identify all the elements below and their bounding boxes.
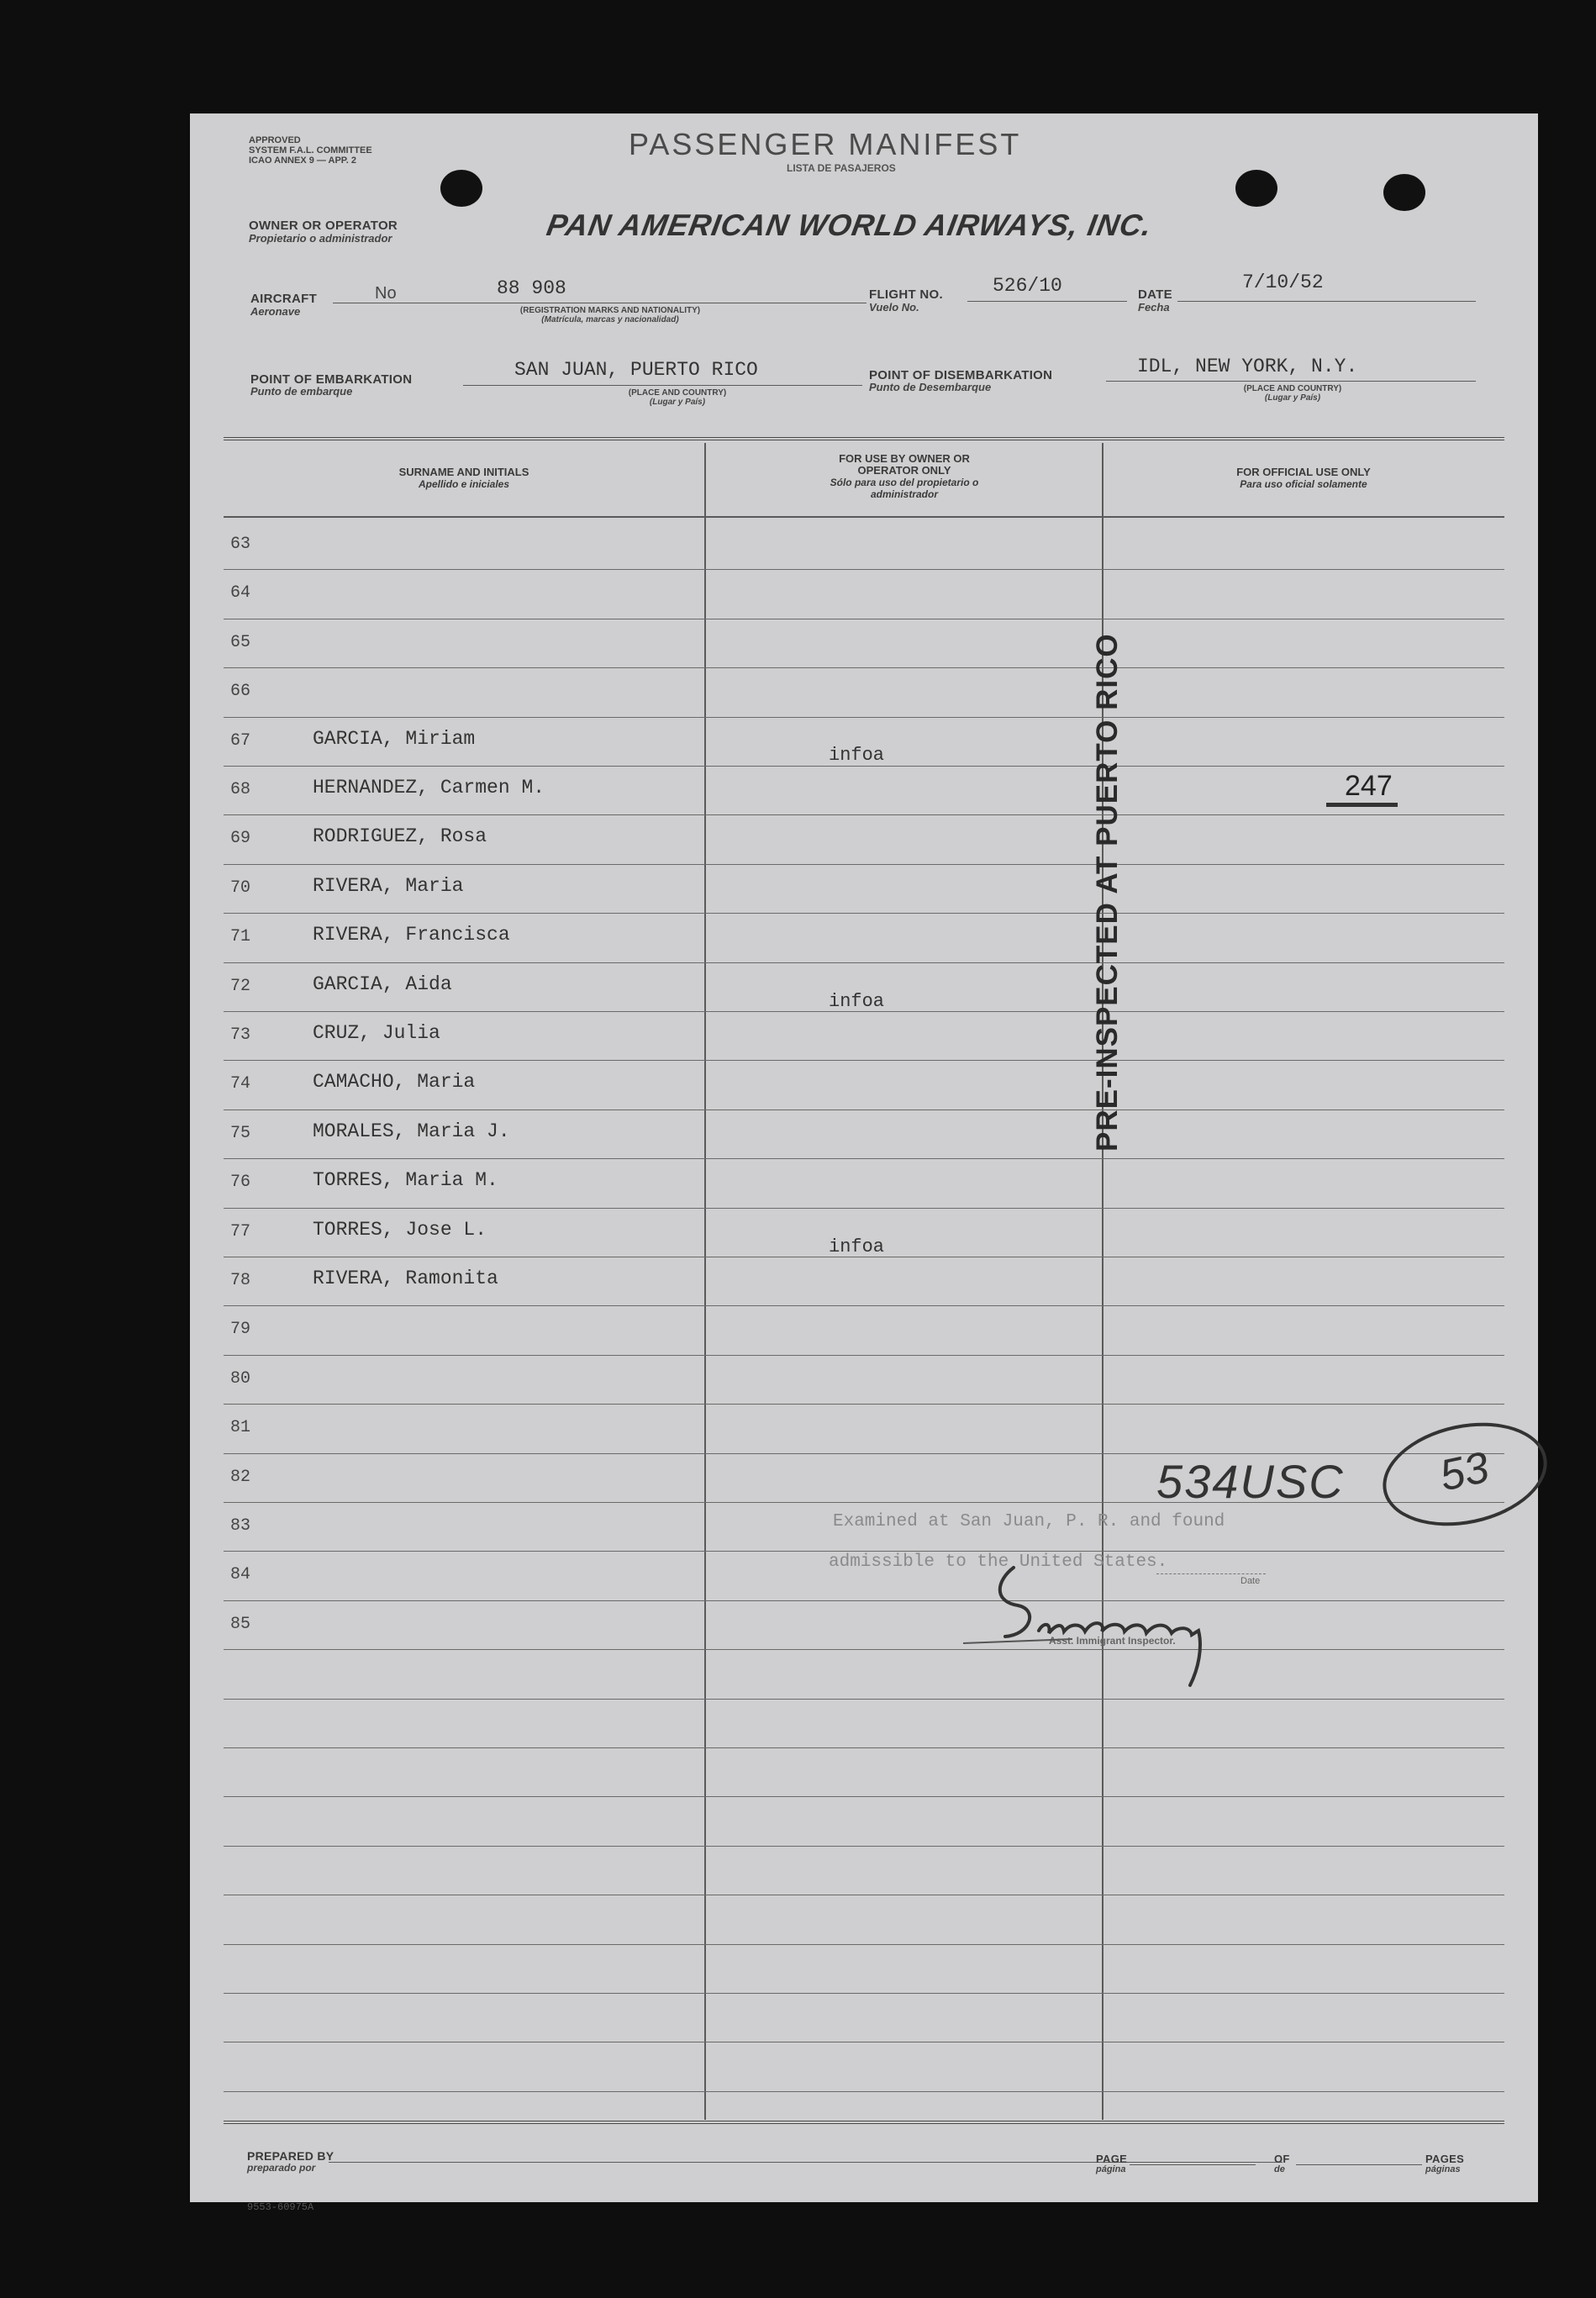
row-number: 77 [230, 1221, 251, 1241]
exam-stamp-line2: admissible to the United States. [829, 1552, 1168, 1572]
column-divider-1 [704, 443, 706, 2120]
aircraft-label-es: Aeronave [250, 305, 301, 318]
punch-hole [1235, 170, 1277, 207]
handwritten-circled: 53 [1373, 1409, 1556, 1541]
embark-sub: (PLACE AND COUNTRY) (Lugar y País) [628, 388, 727, 407]
disembark-value: IDL, NEW YORK, N.Y. [1137, 356, 1358, 377]
row-number: 63 [230, 535, 251, 554]
row-rule [224, 1944, 1504, 1945]
pre-inspected-stamp: PRE-INSPECTED AT PUERTO RICO [1091, 633, 1124, 1152]
passenger-name: GARCIA, Aida [313, 972, 452, 995]
embark-underline [463, 385, 862, 386]
row-number: 81 [230, 1418, 251, 1438]
owner-value: PAN AMERICAN WORLD AIRWAYS, INC. [544, 208, 1156, 242]
table-header-rule [224, 516, 1504, 518]
row-rule [224, 2091, 1504, 2092]
punch-hole [440, 170, 482, 207]
form-code: 9553-60975A [247, 2201, 314, 2213]
aircraft-sub: (REGISTRATION MARKS AND NATIONALITY) (Matrícula, marcas y nacionalidad) [519, 306, 701, 324]
row-rule [224, 1699, 1504, 1700]
date-label: DATE [1138, 287, 1172, 302]
aircraft-no-mark: No [375, 284, 397, 303]
row-rule [224, 667, 1504, 668]
row-number: 83 [230, 1516, 251, 1536]
passenger-name: HERNANDEZ, Carmen M. [313, 777, 545, 799]
row-number: 69 [230, 829, 251, 849]
passenger-name: RIVERA, Ramonita [313, 1268, 498, 1289]
disembark-label-es: Punto de Desembarque [869, 381, 992, 393]
official-number: 247 [1326, 770, 1398, 807]
owner-note: infoa [829, 1236, 885, 1257]
prepared-label: PREPARED BY [247, 2149, 334, 2163]
row-number: 73 [230, 1025, 251, 1045]
page-label: PAGE [1096, 2153, 1128, 2165]
row-number: 64 [230, 583, 251, 603]
row-number: 75 [230, 1123, 251, 1143]
row-rule [224, 1158, 1504, 1159]
disembark-sub: (PLACE AND COUNTRY) (Lugar y País) [1243, 384, 1342, 403]
row-number: 85 [230, 1614, 251, 1634]
row-number: 72 [230, 976, 251, 996]
of-label-es: de [1274, 2164, 1285, 2174]
row-number: 71 [230, 927, 251, 947]
row-rule [224, 717, 1504, 718]
column-header-owner-use: FOR USE BY OWNER OR OPERATOR ONLY Sólo para uso del propietario o administrador [830, 452, 979, 500]
row-number: 68 [230, 780, 251, 799]
row-rule [224, 814, 1504, 815]
row-number: 65 [230, 632, 251, 652]
passenger-name: TORRES, Maria M. [313, 1169, 498, 1192]
row-rule [224, 1993, 1504, 1994]
row-rule [224, 1060, 1504, 1061]
row-number: 66 [230, 682, 251, 702]
aircraft-value: 88 908 [497, 277, 566, 299]
row-rule [224, 1649, 1504, 1650]
of-line [1296, 2164, 1422, 2165]
row-rule [224, 1846, 1504, 1847]
row-rule [224, 1600, 1504, 1601]
date-underline [1177, 301, 1476, 302]
row-number: 78 [230, 1271, 251, 1290]
row-number: 67 [230, 730, 251, 751]
row-rule [224, 766, 1504, 767]
passenger-name: MORALES, Maria J. [313, 1120, 510, 1142]
row-rule [224, 913, 1504, 914]
row-rule [224, 569, 1504, 570]
row-number: 84 [230, 1565, 251, 1585]
passenger-name: GARCIA, Miriam [313, 727, 476, 750]
owner-label: OWNER OR OPERATOR [249, 219, 398, 233]
flight-label: FLIGHT NO. [869, 287, 943, 302]
row-rule [224, 864, 1504, 865]
embark-label-es: Punto de embarque [250, 385, 353, 398]
row-number: 79 [230, 1320, 251, 1340]
row-rule [224, 1305, 1504, 1306]
disembark-underline [1106, 381, 1476, 382]
footer-top-rule [224, 2121, 1504, 2124]
passenger-name: RIVERA, Francisca [313, 924, 510, 946]
passenger-name: CAMACHO, Maria [313, 1071, 476, 1094]
row-number: 70 [230, 878, 251, 898]
pages-label-es: páginas [1425, 2164, 1461, 2174]
table-top-rule [224, 437, 1504, 440]
inspector-signature-icon [946, 1542, 1308, 1694]
date-value: 7/10/52 [1242, 271, 1324, 293]
flight-label-es: Vuelo No. [869, 301, 919, 314]
aircraft-label: AIRCRAFT [250, 292, 318, 306]
row-number: 80 [230, 1368, 251, 1389]
manifest-page [190, 113, 1538, 2213]
approval-block: APPROVED SYSTEM F.A.L. COMMITTEE ICAO ANNEX 9 — APP. 2 [249, 135, 372, 166]
owner-note: infoa [829, 745, 885, 766]
row-rule [224, 1355, 1504, 1356]
flight-value: 526/10 [993, 275, 1062, 297]
passenger-name: CRUZ, Julia [313, 1022, 440, 1044]
column-header-surname: SURNAME AND INITIALS Apellido e iniciales [398, 466, 529, 490]
passenger-name: TORRES, Jose L. [313, 1218, 487, 1241]
column-header-official-use: FOR OFFICIAL USE ONLY Para uso oficial solamente [1236, 466, 1371, 490]
exam-inspector-label: Asst. Immigrant Inspector. [1049, 1635, 1176, 1647]
exam-date-label: Date [1240, 1576, 1261, 1586]
embark-label: POINT OF EMBARKATION [250, 372, 413, 387]
flight-underline [967, 301, 1127, 302]
punch-hole [1383, 174, 1425, 211]
of-label: OF [1274, 2153, 1290, 2165]
passenger-name: RIVERA, Maria [313, 874, 464, 897]
manifest-title-es: LISTA DE PASAJEROS [787, 162, 896, 174]
row-rule [224, 1109, 1504, 1110]
prepared-line [329, 2162, 1283, 2163]
page-line [1130, 2164, 1256, 2165]
row-rule [224, 1404, 1504, 1405]
embark-value: SAN JUAN, PUERTO RICO [514, 359, 758, 381]
row-number: 74 [230, 1074, 251, 1094]
date-label-es: Fecha [1138, 301, 1170, 314]
pages-label: PAGES [1425, 2153, 1465, 2165]
row-number: 82 [230, 1467, 251, 1487]
owner-label-es: Propietario o administrador [249, 232, 392, 245]
manifest-title: PASSENGER MANIFEST [629, 127, 1022, 161]
row-rule [224, 962, 1504, 963]
prepared-label-es: preparado por [247, 2162, 316, 2174]
row-rule [224, 1208, 1504, 1209]
row-rule [224, 1747, 1504, 1748]
row-rule [224, 1796, 1504, 1797]
passenger-name: RODRIGUEZ, Rosa [313, 825, 487, 848]
row-number: 76 [230, 1173, 251, 1193]
page-label-es: página [1096, 2164, 1126, 2174]
exam-stamp-line1: Examined at San Juan, P. R. and found [833, 1512, 1225, 1531]
owner-note: infoa [829, 991, 885, 1012]
handwritten-code: 534USC [1156, 1455, 1345, 1508]
disembark-label: POINT OF DISEMBARKATION [869, 368, 1053, 382]
